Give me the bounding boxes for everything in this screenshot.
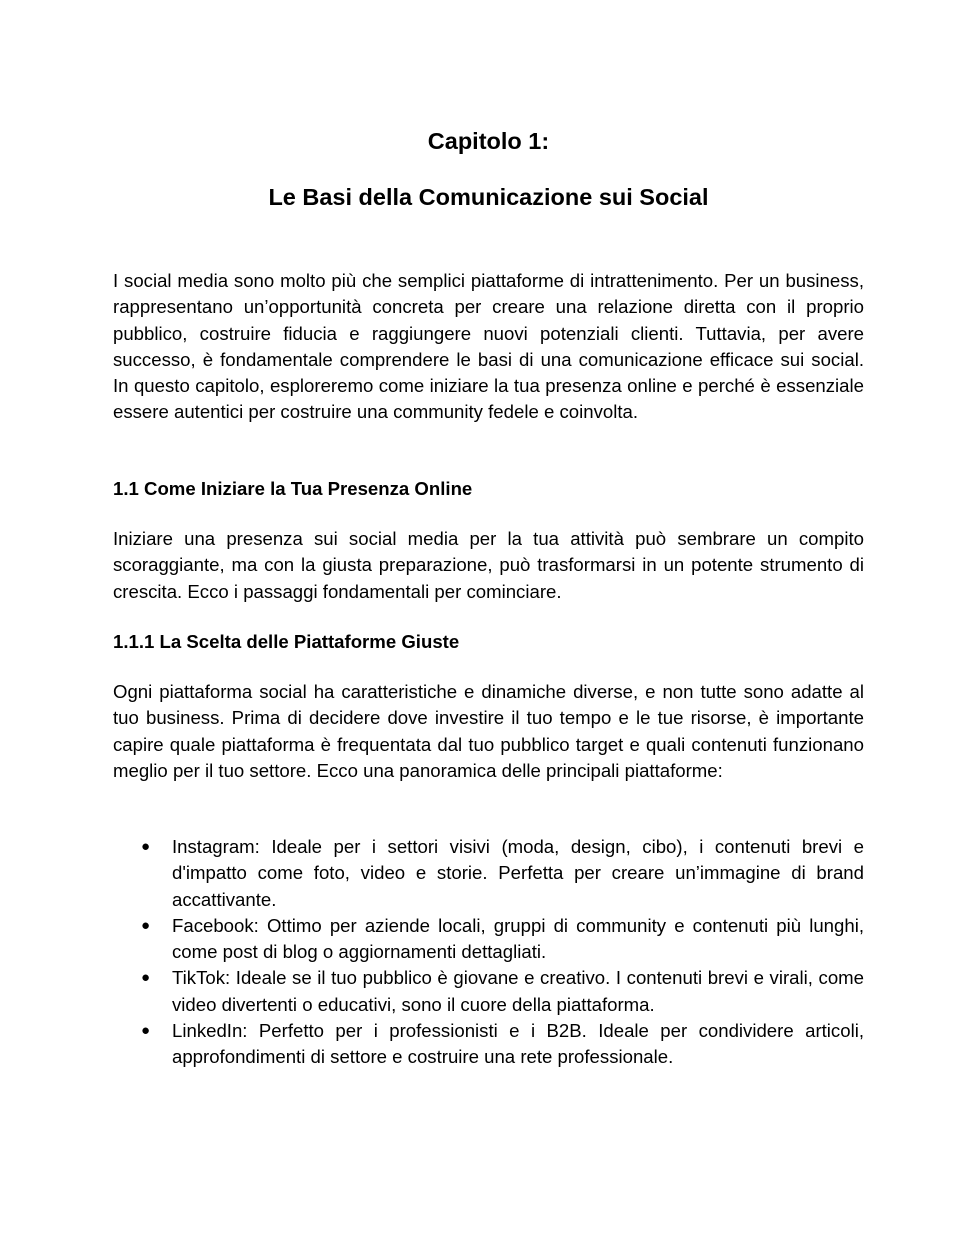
list-item-text: LinkedIn: Perfetto per i professionisti e i B2B. Ideale per condividere articoli, approfondimenti di settore e costruire una rete professionale. [172,1020,864,1068]
bullet-icon: ● [141,1022,151,1040]
bullet-icon: ● [141,969,151,987]
list-item-instagram [113,834,864,913]
section-1-1-1-heading: 1.1.1 La Scelta delle Piattaforme Giuste [113,631,460,652]
platform-list [113,834,864,1071]
list-item-tiktok [113,965,864,1018]
list-item-facebook [113,913,864,966]
section-1-1-1-paragraph: Ogni piattaforma social ha caratteristiche e dinamiche diverse, e non tutte sono adatte al tuo business. Prima di decidere dove investire il tuo tempo e le tue risorse, è importante capire quale piattaforma è frequentata dal tuo pubblico target e quali contenuti funzionano meglio per il tuo settore. Ecco una panoramica delle principali piattaforme: [113,681,864,781]
list-item-text: TikTok: Ideale se il tuo pubblico è giovane e creativo. I contenuti brevi e virali, come video divertenti o educativi, sono il cuore della piattaforma. [172,967,864,1015]
section-1-1-heading: 1.1 Come Iniziare la Tua Presenza Online [113,478,473,499]
section-1-1-paragraph: Iniziare una presenza sui social media per la tua attività può sembrare un compito scoraggiante, ma con la giusta preparazione, può trasformarsi in un potente strumento di crescita. Ecco i passaggi fondamentali per cominciare. [113,528,864,602]
chapter-label: Capitolo 1: [427,128,550,154]
list-item-text: Facebook: Ottimo per aziende locali, gruppi di community e contenuti più lunghi, come post di blog o aggiornamenti dettagliati. [172,914,864,963]
chapter-title: Le Basi della Comunicazione sui Social [268,184,709,210]
bullet-icon: ● [141,916,151,934]
intro-paragraph: I social media sono molto più che semplici piattaforme di intrattenimento. Per un business, rappresentano un’opportunità concreta per creare una relazione diretta con il proprio pubblico, costruire fiducia e raggiungere nuovi potenziali clienti. Tuttavia, per avere successo, è fondamentale comprendere le basi di una comunicazione efficace sui social. In questo capitolo, esploreremo come iniziare la tua presenza online e perché è essenziale essere autentici per costruire una community fedele e coinvolta. [113,270,864,423]
list-item-linkedin [113,1018,864,1071]
bullet-icon: ● [141,838,151,855]
list-item-text: Instagram: Ideale per i settori visivi (moda, design, cibo), i contenuti brevi e d'impatto come foto, video e storie. Perfetta per creare un’immagine di brand accattivante. [172,836,864,910]
